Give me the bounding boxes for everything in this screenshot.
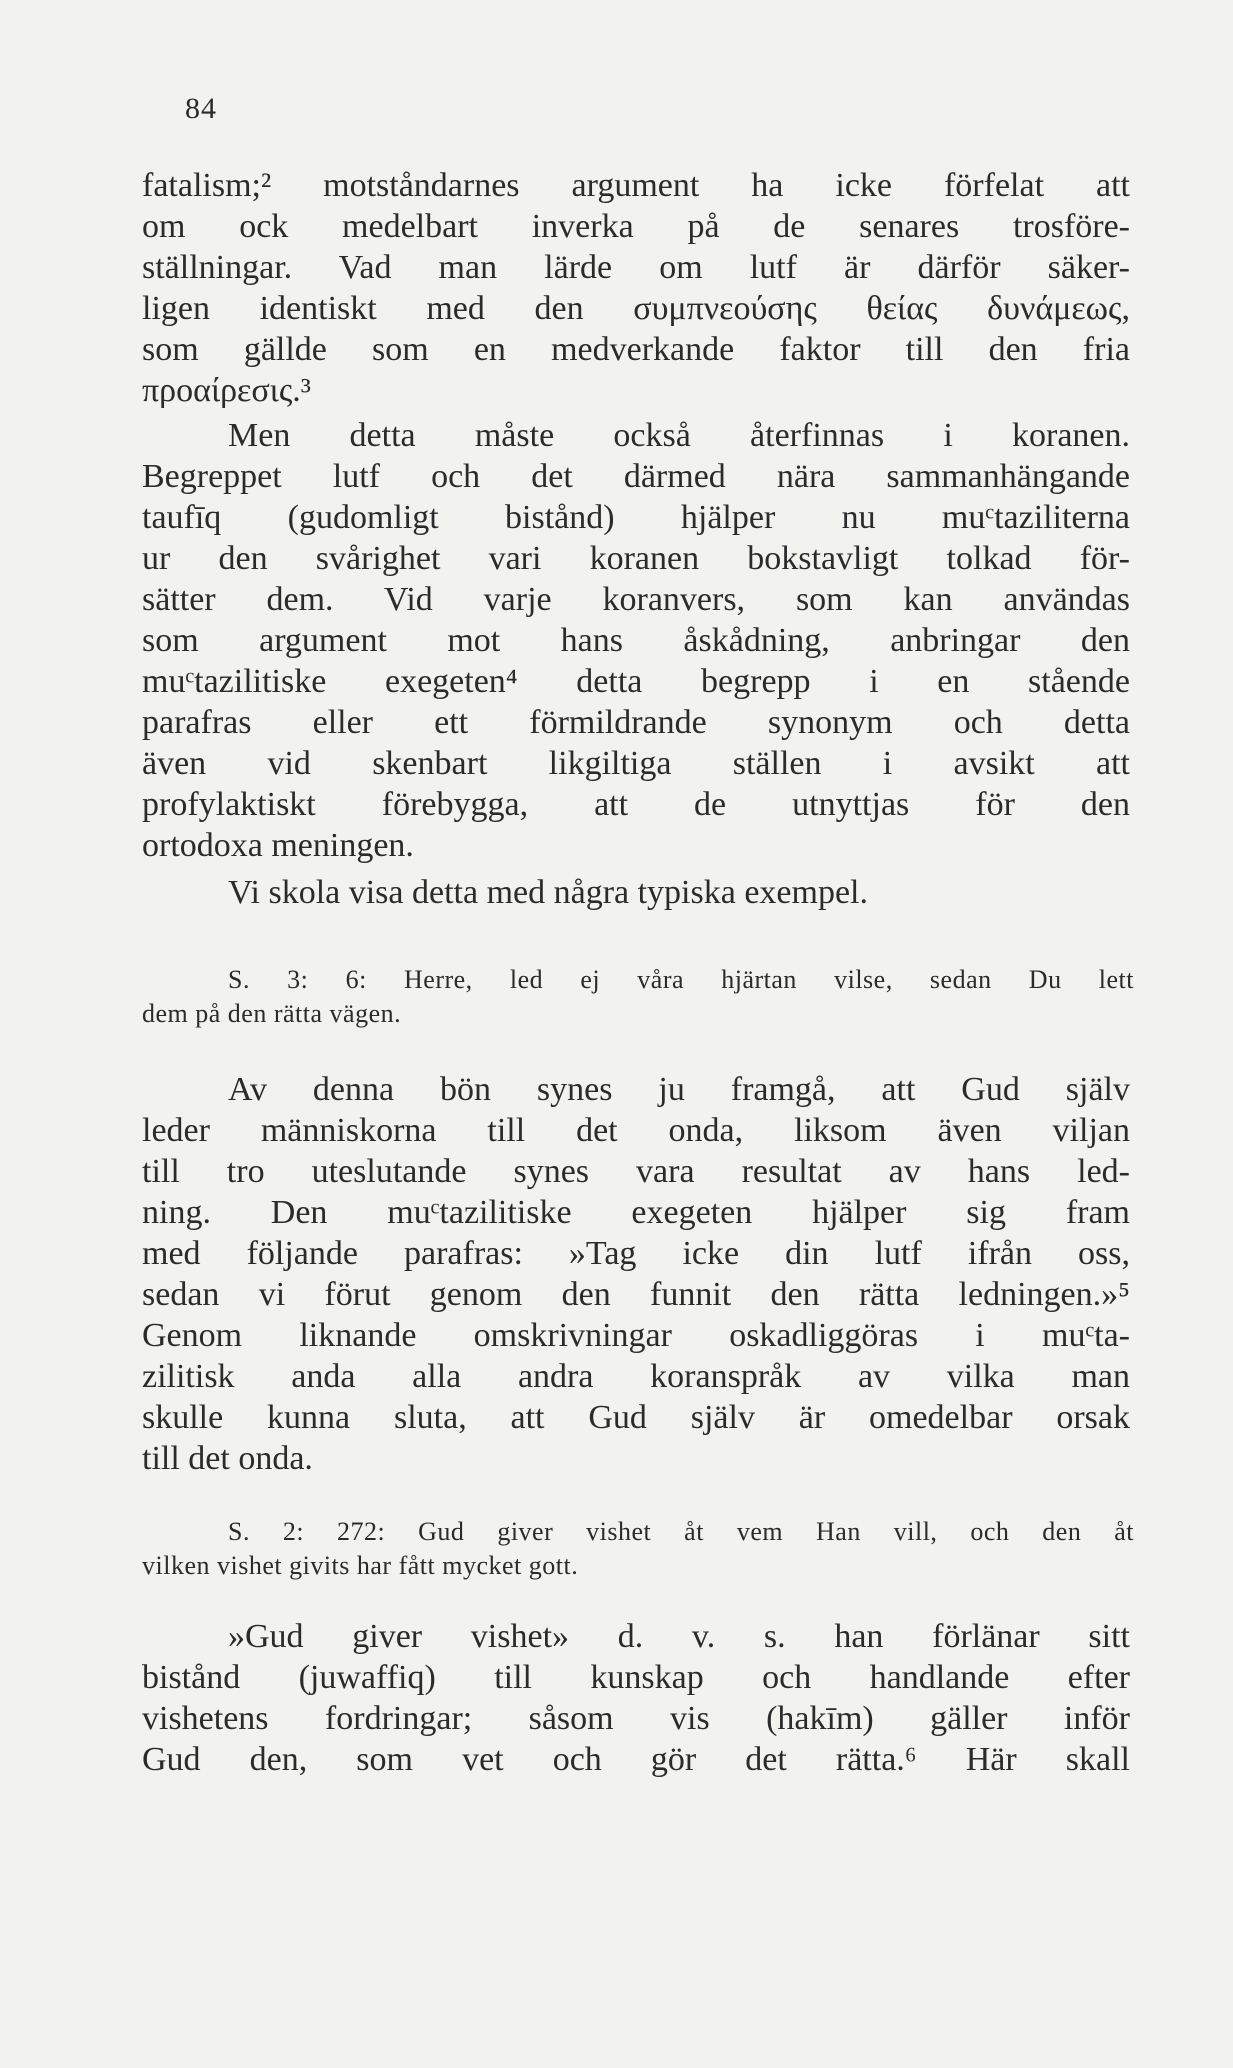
text-line: sätter dem. Vid varje koranvers, som kan användas — [142, 581, 1130, 618]
text-line: ställningar. Vad man lärde om lutf är därför säker- — [142, 249, 1130, 286]
text-line: ortodoxa meningen. — [142, 827, 414, 864]
quote-line: S. 3: 6: Herre, led ej våra hjärtan vilse, sedan Du lett — [228, 965, 1134, 994]
text-line: med följande parafras: »Tag icke din lutf ifrån oss, — [142, 1235, 1130, 1272]
text-line: leder människorna till det onda, liksom även viljan — [142, 1112, 1130, 1149]
text-line: zilitisk anda alla andra koranspråk av vilka man — [142, 1358, 1130, 1395]
text-line: Gud den, som vet och gör det rätta.⁶ Här skall — [142, 1741, 1130, 1778]
text-line: »Gud giver vishet» d. v. s. han förlänar sitt — [228, 1618, 1130, 1655]
text-line: ning. Den muᶜtazilitiske exegeten hjälper sig fram — [142, 1194, 1130, 1231]
quote-line: S. 2: 272: Gud giver vishet åt vem Han vill, och den åt — [228, 1517, 1134, 1546]
quote-line: vilken vishet givits har fått mycket gott. — [142, 1551, 579, 1580]
text-line: till det onda. — [142, 1440, 313, 1477]
page-number: 84 — [185, 92, 217, 125]
text-line: skulle kunna sluta, att Gud själv är omedelbar orsak — [142, 1399, 1130, 1436]
text-line: Vi skola visa detta med några typiska exempel. — [228, 874, 868, 911]
text-line: muᶜtazilitiske exegeten⁴ detta begrepp i en stående — [142, 663, 1130, 700]
text-line: προαίρεσις.³ — [142, 372, 311, 409]
text-line: som gällde som en medverkande faktor till den fria — [142, 331, 1130, 368]
text-line: profylaktiskt förebygga, att de utnyttjas för den — [142, 786, 1130, 823]
text-line: ligen identiskt med den συμπνεούσης θείας δυνάμεως, — [142, 290, 1130, 327]
text-line: Av denna bön synes ju framgå, att Gud själv — [228, 1071, 1130, 1108]
text-line: sedan vi förut genom den funnit den rätta ledningen.»⁵ — [142, 1276, 1130, 1313]
text-line: fatalism;² motståndarnes argument ha icke förfelat att — [142, 167, 1130, 204]
text-line: parafras eller ett förmildrande synonym och detta — [142, 704, 1130, 741]
text-line: taufīq (gudomligt bistånd) hjälper nu muᶜtaziliterna — [142, 499, 1130, 536]
quote-line: dem på den rätta vägen. — [142, 999, 402, 1028]
text-line: till tro uteslutande synes vara resultat av hans led- — [142, 1153, 1130, 1190]
text-line: Genom liknande omskrivningar oskadliggöras i muᶜta- — [142, 1317, 1130, 1354]
text-line: vishetens fordringar; såsom vis (hakīm) gäller inför — [142, 1700, 1130, 1737]
text-line: Begreppet lutf och det därmed nära sammanhängande — [142, 458, 1130, 495]
text-line: bistånd (juwaffiq) till kunskap och handlande efter — [142, 1659, 1130, 1696]
text-line: Men detta måste också återfinnas i koranen. — [228, 417, 1130, 454]
text-line: även vid skenbart likgiltiga ställen i avsikt att — [142, 745, 1130, 782]
text-line: ur den svårighet vari koranen bokstavligt tolkad för- — [142, 540, 1130, 577]
text-line: som argument mot hans åskådning, anbringar den — [142, 622, 1130, 659]
text-line: om ock medelbart inverka på de senares trosföre- — [142, 208, 1130, 245]
